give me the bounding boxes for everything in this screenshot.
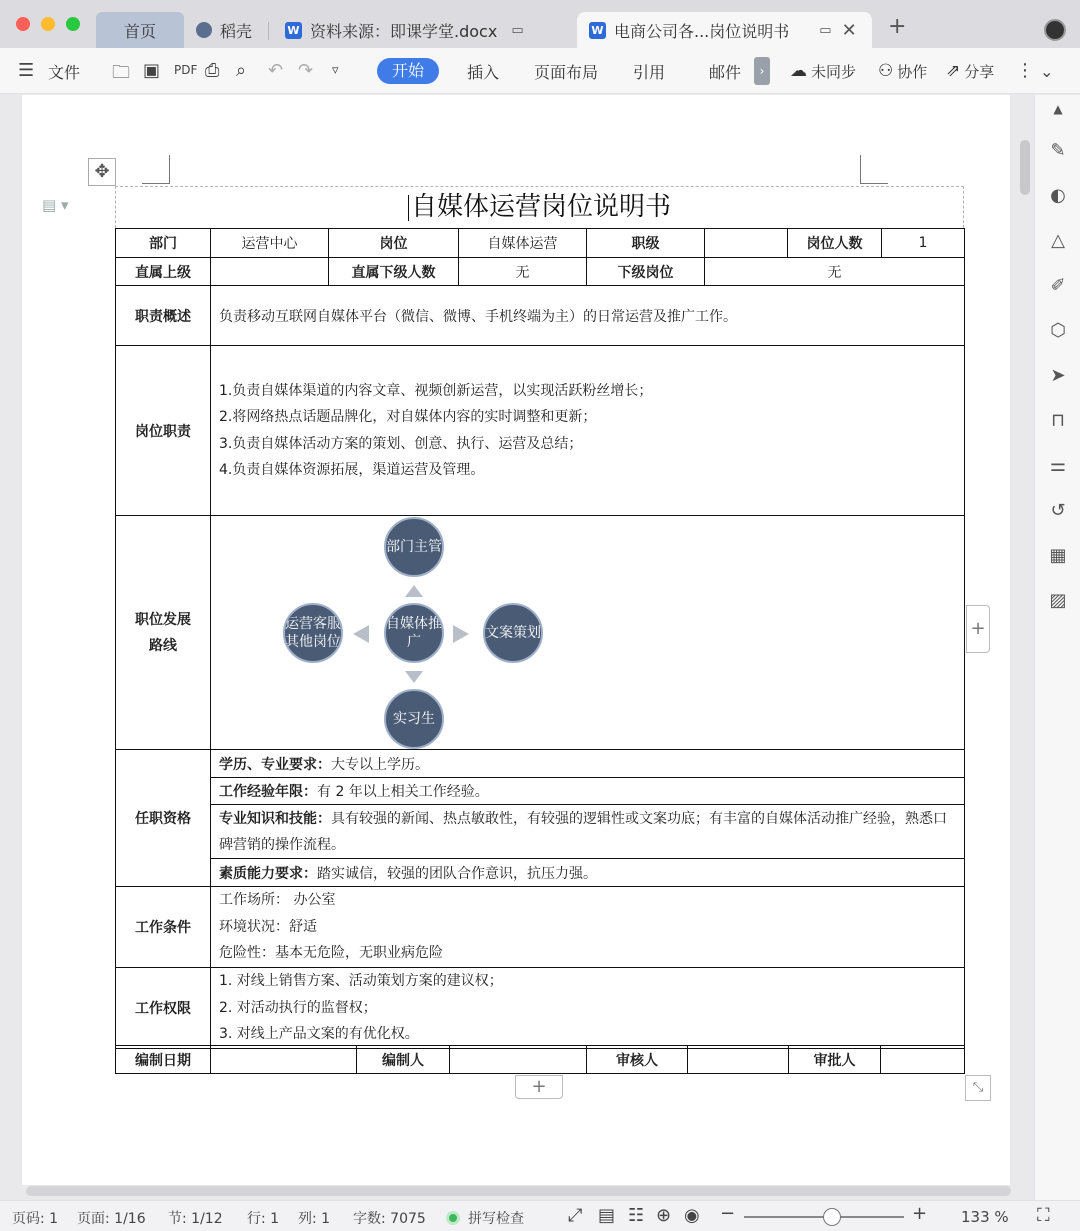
- duty-item: 4.负责自媒体资源拓展，渠道运营及管理。: [219, 462, 485, 478]
- word-doc-icon: W: [285, 22, 302, 39]
- sidebar-collapse-icon[interactable]: ▲: [1053, 102, 1063, 116]
- picture-icon[interactable]: ▨: [1049, 590, 1067, 611]
- export-pdf-icon[interactable]: PDF: [174, 63, 198, 77]
- ribbon-tab-layout[interactable]: [534, 48, 598, 94]
- node-copywriting[interactable]: 文案策划: [483, 603, 543, 663]
- author-cell[interactable]: [450, 1046, 587, 1074]
- table-row: [116, 968, 965, 1049]
- text-cursor: [408, 195, 409, 221]
- reviewer-cell[interactable]: [688, 1046, 789, 1074]
- share-label: 分享: [964, 62, 995, 81]
- table-row: [116, 346, 965, 516]
- monitor-icon[interactable]: ▭: [819, 22, 832, 38]
- career-path-header: [116, 516, 211, 750]
- arrow-left: [353, 625, 369, 643]
- column-status: 列: 1: [298, 1211, 331, 1227]
- document-outline-icon[interactable]: ▤ ▾: [42, 196, 69, 214]
- node-other-posts[interactable]: 运营客服其他岗位: [283, 603, 343, 663]
- superior-cell[interactable]: [211, 258, 329, 286]
- outline-view-icon[interactable]: ☷: [628, 1205, 645, 1226]
- duty-item: 2.将网络热点话题品牌化，对自媒体内容的实时调整和更新；: [219, 409, 597, 425]
- superior-header: 直属上级: [116, 258, 211, 286]
- word-doc-icon: W: [589, 22, 606, 39]
- table-row: [116, 286, 965, 346]
- ribbon-tab-insert[interactable]: [467, 48, 499, 94]
- author-header: 编制人: [357, 1046, 450, 1074]
- file-menu-label: 文件: [48, 62, 81, 82]
- level-header: 职级: [587, 229, 705, 258]
- qualification-cell[interactable]: [211, 859, 965, 887]
- tab-label: 首页: [123, 21, 156, 41]
- word-count-status[interactable]: 字数: 7075: [353, 1211, 426, 1227]
- tab-docer[interactable]: [196, 12, 252, 48]
- page-number-status[interactable]: 页码: 1: [12, 1211, 59, 1227]
- duties-cell[interactable]: [211, 346, 965, 516]
- minimize-window-button[interactable]: [41, 17, 55, 31]
- docer-icon: [196, 22, 212, 38]
- job-description-table: [115, 228, 965, 1049]
- collapse-ribbon-chevron-icon[interactable]: ⌄: [1040, 62, 1054, 81]
- fit-window-icon[interactable]: ⛶: [1037, 1205, 1050, 1226]
- reviewer-header: 审核人: [587, 1046, 688, 1074]
- career-path-header-line: 路线: [149, 637, 177, 654]
- date-cell[interactable]: [211, 1046, 357, 1074]
- post-cell[interactable]: 自媒体运营: [459, 229, 587, 258]
- career-path-cell[interactable]: [211, 516, 965, 750]
- right-sidebar: [1034, 95, 1080, 1200]
- table-row: [116, 750, 965, 778]
- condition-item: 环境状况：舒适: [219, 918, 317, 935]
- condition-item: 工作场所： 办公室: [219, 892, 336, 909]
- close-window-button[interactable]: [16, 17, 30, 31]
- table-move-handle[interactable]: ✥: [88, 158, 116, 186]
- condition-item: 危险性：基本无危险，无职业病危险: [219, 945, 443, 962]
- ribbon-tab-label: 邮件: [709, 62, 742, 82]
- table-row: [116, 805, 965, 859]
- portrait-image-icon[interactable]: ▦: [1049, 545, 1067, 566]
- select-cursor-icon[interactable]: ➤: [1050, 365, 1066, 386]
- tab-current-doc[interactable]: [577, 12, 872, 48]
- edit-pen-icon[interactable]: ✎: [1050, 140, 1066, 161]
- qualification-label: 专业知识和技能：: [219, 810, 331, 827]
- date-header: 编制日期: [116, 1046, 211, 1074]
- spellcheck-button[interactable]: [446, 1208, 524, 1228]
- collaborate-button[interactable]: [878, 48, 927, 94]
- add-column-button[interactable]: +: [966, 605, 990, 653]
- ribbon-scroll-right-button[interactable]: [754, 57, 770, 85]
- qualification-cell[interactable]: [211, 805, 965, 859]
- table-row: [116, 1046, 965, 1074]
- sync-label: 未同步: [811, 62, 857, 81]
- ribbon-tab-label: 开始: [391, 61, 424, 80]
- table-row: [116, 229, 965, 258]
- zoom-slider-thumb[interactable]: [823, 1208, 841, 1226]
- redo-icon[interactable]: ↷: [298, 60, 314, 81]
- ribbon-tab-label: 引用: [633, 62, 666, 82]
- duty-item: 1.负责自媒体渠道的内容文章、视频创新运营，以实现活跃粉丝增长；: [219, 382, 653, 399]
- headcount-header: 岗位人数: [788, 229, 882, 258]
- margin-corner-mark: [860, 155, 888, 184]
- toolbar: [0, 48, 1080, 94]
- title-bar: [0, 0, 1080, 48]
- level-cell[interactable]: [705, 229, 788, 258]
- post-header: 岗位: [329, 229, 459, 258]
- share-icon: ⇗: [946, 61, 961, 81]
- qualification-text: 大专以上学历。: [331, 756, 429, 773]
- authority-item: 2. 对活动执行的监督权；: [219, 999, 377, 1016]
- qualification-text: 踏实诚信，较强的团队合作意识，抗压力强。: [317, 865, 597, 882]
- fullscreen-icon[interactable]: ⤢: [568, 1205, 583, 1226]
- tab-source-doc[interactable]: [285, 12, 524, 48]
- tab-label: 电商公司各...岗位说明书: [614, 21, 790, 41]
- add-user-icon: ⚇: [878, 61, 894, 81]
- monitor-icon[interactable]: ▭: [511, 22, 524, 38]
- format-painter-icon[interactable]: ✐: [1050, 275, 1066, 296]
- dept-cell[interactable]: 运营中心: [211, 229, 329, 258]
- tab-home[interactable]: [96, 12, 184, 48]
- horizontal-scrollbar[interactable]: [26, 1186, 1011, 1196]
- shapes-icon[interactable]: ◐: [1050, 185, 1066, 206]
- spellcheck-label: 拼写检查: [468, 1211, 524, 1227]
- qualification-label: 工作经验年限：: [219, 784, 317, 800]
- tab-label: 资料来源：即课学堂.docx: [310, 21, 498, 41]
- zoom-level[interactable]: 133 %: [961, 1208, 1009, 1226]
- table-row: [116, 258, 965, 286]
- qualification-label: 学历、专业要求：: [219, 756, 331, 773]
- authority-header: 工作权限: [116, 968, 211, 1049]
- headcount-cell[interactable]: 1: [882, 229, 965, 258]
- ribbon-more-label: ›: [759, 64, 765, 78]
- conditions-header: 工作条件: [116, 887, 211, 968]
- history-icon[interactable]: ↺: [1050, 500, 1066, 521]
- print-icon[interactable]: ⎙: [205, 60, 220, 81]
- ai-assistant-icon[interactable]: ⬡: [1050, 320, 1066, 341]
- duties-header: 岗位职责: [116, 346, 211, 516]
- subordinate-count-header: 直属下级人数: [329, 258, 459, 286]
- pages-status[interactable]: 页面: 1/16: [77, 1211, 146, 1227]
- add-row-button[interactable]: +: [515, 1075, 563, 1099]
- authority-cell[interactable]: [211, 968, 965, 1049]
- ribbon-tab-label: 页面布局: [534, 62, 599, 82]
- open-folder-icon[interactable]: 🗀: [112, 62, 130, 83]
- new-tab-button[interactable]: +: [888, 14, 907, 39]
- margin-corner-mark: [142, 155, 170, 184]
- page-title[interactable]: [115, 186, 964, 228]
- customize-chevron-icon[interactable]: ▿: [332, 63, 339, 78]
- status-bar: [0, 1200, 1080, 1231]
- section-status[interactable]: 节: 1/12: [168, 1211, 223, 1227]
- qualification-text: 具有较强的新闻、热点敏敢性，有较强的逻辑性或文案功底；有丰富的自媒体活动推广经验，熟悉口碑营销的操作流程。: [219, 810, 947, 853]
- avatar[interactable]: [1044, 19, 1066, 41]
- row-status: 行: 1: [247, 1211, 280, 1227]
- qualifications-header: 任职资格: [116, 750, 211, 887]
- style-icon[interactable]: △: [1051, 230, 1065, 251]
- file-menu-button[interactable]: [48, 48, 80, 94]
- qualification-label: 素质能力要求：: [219, 865, 317, 882]
- save-icon[interactable]: ▣: [143, 60, 161, 81]
- vertical-scrollbar[interactable]: [1020, 140, 1030, 195]
- table-row: [116, 516, 965, 750]
- summary-cell[interactable]: 负责移动互联网自媒体平台（微信、微博、手机终端为主）的日常运营及推广工作。: [211, 286, 965, 346]
- authority-item: 1. 对线上销售方案、活动策划方案的建议权；: [219, 973, 503, 990]
- ribbon-tab-references[interactable]: [633, 48, 665, 94]
- career-path-header-line: 职位发展: [135, 611, 191, 628]
- page-view-icon[interactable]: ▤: [598, 1205, 616, 1226]
- web-view-icon[interactable]: ⊕: [656, 1205, 672, 1226]
- table-row: [116, 859, 965, 887]
- arrow-up: [405, 585, 423, 597]
- tab-divider: [268, 22, 269, 40]
- summary-header: 职责概述: [116, 286, 211, 346]
- table-row: [116, 887, 965, 968]
- qualification-cell[interactable]: [211, 778, 965, 805]
- tab-label: 稻壳: [220, 21, 253, 41]
- share-button[interactable]: [946, 48, 994, 94]
- node-center[interactable]: 自媒体推广: [384, 603, 444, 663]
- footer-table: [115, 1045, 965, 1074]
- sync-status-button[interactable]: [790, 48, 856, 94]
- print-preview-icon[interactable]: ⌕: [236, 60, 247, 81]
- duty-item: 3.负责自媒体活动方案的策划、创意、执行、运营及总结；: [219, 435, 583, 452]
- approver-cell[interactable]: [881, 1046, 965, 1074]
- lock-icon[interactable]: ⊓: [1050, 410, 1066, 431]
- authority-item: 3. 对线上产品文案的有优化权。: [219, 1026, 419, 1043]
- qualification-cell[interactable]: [211, 750, 965, 778]
- zoom-in-icon[interactable]: +: [912, 1203, 928, 1224]
- subordinate-count-cell[interactable]: 无: [459, 258, 587, 286]
- subordinate-post-header: 下级岗位: [587, 258, 705, 286]
- title-text: 自媒体运营岗位说明书: [410, 192, 671, 222]
- approver-header: 审批人: [789, 1046, 881, 1074]
- maximize-window-button[interactable]: [66, 17, 80, 31]
- reading-mode-icon[interactable]: ◉: [684, 1205, 700, 1226]
- arrow-right: [453, 625, 469, 643]
- spellcheck-status-icon: [446, 1211, 460, 1225]
- career-path-diagram: [211, 517, 962, 749]
- ribbon-tab-mail[interactable]: [709, 48, 741, 94]
- node-intern[interactable]: 实习生: [384, 689, 444, 749]
- table-row: [116, 778, 965, 805]
- dept-header: 部门: [116, 229, 211, 258]
- conditions-cell[interactable]: [211, 887, 965, 968]
- collab-label: 协作: [897, 62, 928, 81]
- cloud-icon: ☁: [790, 61, 807, 81]
- subordinate-post-cell[interactable]: 无: [705, 258, 965, 286]
- zoom-out-icon[interactable]: −: [720, 1203, 736, 1224]
- close-tab-icon[interactable]: ✕: [841, 19, 857, 41]
- qualification-text: 有 2 年以上相关工作经验。: [317, 784, 489, 800]
- adjust-sliders-icon[interactable]: ⚌: [1049, 455, 1067, 476]
- table-resize-icon[interactable]: ⤡: [965, 1075, 991, 1101]
- node-dept-manager[interactable]: 部门主管: [384, 517, 444, 577]
- undo-icon[interactable]: ↶: [268, 60, 284, 81]
- menu-icon[interactable]: ☰: [18, 60, 35, 81]
- arrow-down: [405, 671, 423, 683]
- ribbon-tab-home[interactable]: [377, 58, 439, 84]
- more-options-icon[interactable]: ⋮: [1016, 60, 1034, 81]
- ribbon-tab-label: 插入: [467, 62, 500, 82]
